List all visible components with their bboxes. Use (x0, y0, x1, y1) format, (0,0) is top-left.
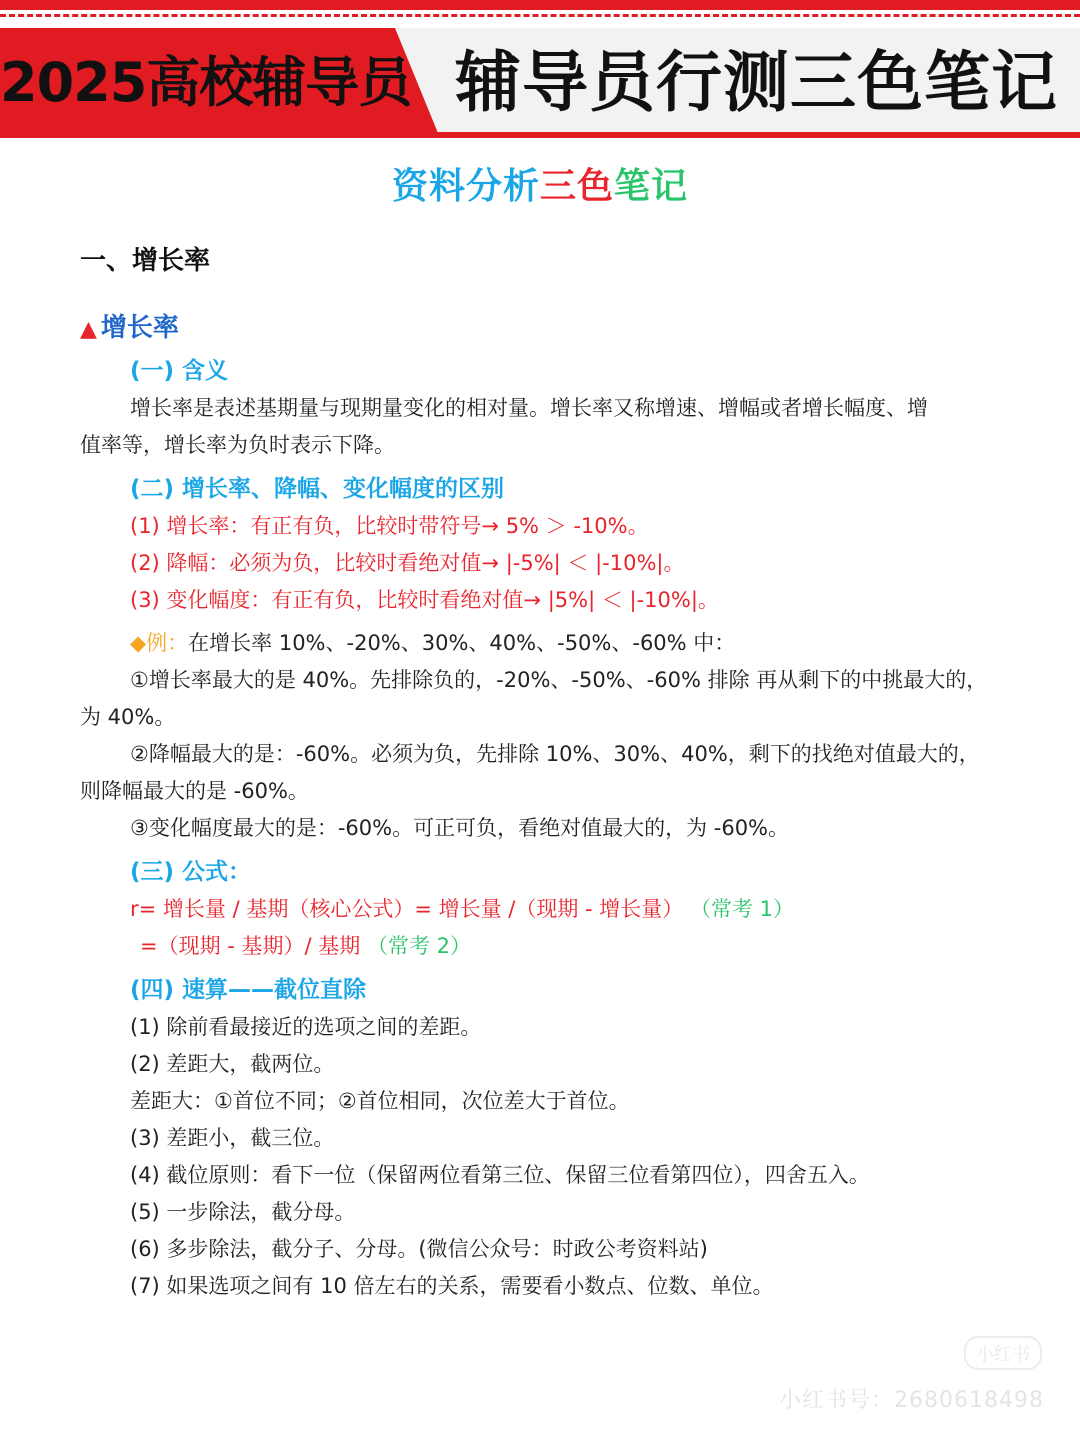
formula-line-1 (130, 891, 1025, 928)
difference-item: (1) 增长率：有正有负，比较时带符号→ 5% ＞ -10%。 (130, 514, 649, 538)
header-left-title: 2025高校辅导员 (0, 51, 412, 114)
example-3-line: ③变化幅度最大的是：-60%。可正可负，看绝对值最大的，为 -60%。 (130, 816, 790, 840)
quick-calc-item: 差距大：①首位不同；②首位相同，次位差大于首位。 (130, 1089, 630, 1113)
quick-calc-heading: (四) 速算——截位直除 (130, 977, 367, 1003)
formula-1-main: r= 增长量 / 基期（核心公式）= 增长量 /（现期 - 增长量） (130, 897, 684, 921)
triangle-icon: ▲ (80, 317, 97, 342)
difference-item: (3) 变化幅度：有正有负，比较时看绝对值→ |5%| ＜ |-10%|。 (130, 588, 719, 612)
meaning-heading: (一) 含义 (130, 358, 229, 384)
meaning-line-1: 增长率是表述基期量与现期量变化的相对量。增长率又称增速、增幅或者增长幅度、增 (130, 396, 928, 420)
header-right-title: 辅导员行测三色笔记 (455, 44, 1058, 121)
notes-content (80, 234, 1025, 1305)
subtitle-part1: 资料分析 (391, 166, 540, 207)
header-bottom-line (0, 132, 1080, 138)
watermark-id: 小红书号：2680618498 (779, 1388, 1044, 1413)
quick-calc-item: (1) 除前看最接近的选项之间的差距。 (130, 1015, 482, 1039)
example-2-line-1: ②降幅最大的是：-60%。必须为负，先排除 10%、30%、40%，剩下的找绝对值最大的， (130, 742, 980, 766)
quick-calc-item: (3) 差距小，截三位。 (130, 1126, 335, 1150)
topic-label: 增长率 (100, 313, 179, 343)
difference-item: (2) 降幅：必须为负，比较时看绝对值→ |-5%| ＜ |-10%|。 (130, 551, 685, 575)
quick-calc-item: (4) 截位原则：看下一位（保留两位看第三位、保留三位看第四位），四舍五入。 (130, 1163, 870, 1187)
formula-line-2 (140, 928, 1025, 965)
quick-calc-item: (2) 差距大，截两位。 (130, 1052, 335, 1076)
dashed-divider (0, 14, 1080, 17)
top-red-strip (0, 0, 1080, 10)
quick-calc-item: (7) 如果选项之间有 10 倍左右的关系，需要看小数点、位数、单位。 (130, 1274, 774, 1298)
formula-1-note: （常考 1） (689, 897, 795, 921)
section-title: 一、增长率 (80, 246, 211, 276)
example-label: ◆例： (130, 631, 189, 655)
example-1-line-1: ①增长率最大的是 40%。先排除负的，-20%、-50%、-60% 排除 再从剩下的中挑最大的， (130, 668, 988, 692)
subtitle-part2: 三色 (539, 166, 614, 207)
formula-heading: (三) 公式： (130, 859, 252, 885)
subtitle-part3: 笔记 (614, 166, 689, 207)
example-1-line-2: 为 40%。 (80, 705, 176, 729)
meaning-line-2: 值率等，增长率为负时表示下降。 (80, 433, 395, 457)
quick-calc-item: (5) 一步除法，截分母。 (130, 1200, 356, 1224)
example-2-line-2: 则降幅最大的是 -60%。 (80, 779, 309, 803)
example-line (130, 625, 1025, 662)
example-text: 在增长率 10%、-20%、30%、40%、-50%、-60% 中： (188, 631, 736, 655)
formula-2-note: （常考 2） (366, 934, 472, 958)
page-subtitle (0, 158, 1080, 209)
formula-2-main: =（现期 - 基期）/ 基期 (140, 934, 361, 958)
quick-calc-item: (6) 多步除法，截分子、分母。(微信公众号：时政公考资料站) (130, 1237, 708, 1261)
difference-heading: (二) 增长率、降幅、变化幅度的区别 (130, 476, 505, 502)
watermark-logo: 小红书 (964, 1336, 1042, 1370)
topic-title (80, 307, 1025, 344)
